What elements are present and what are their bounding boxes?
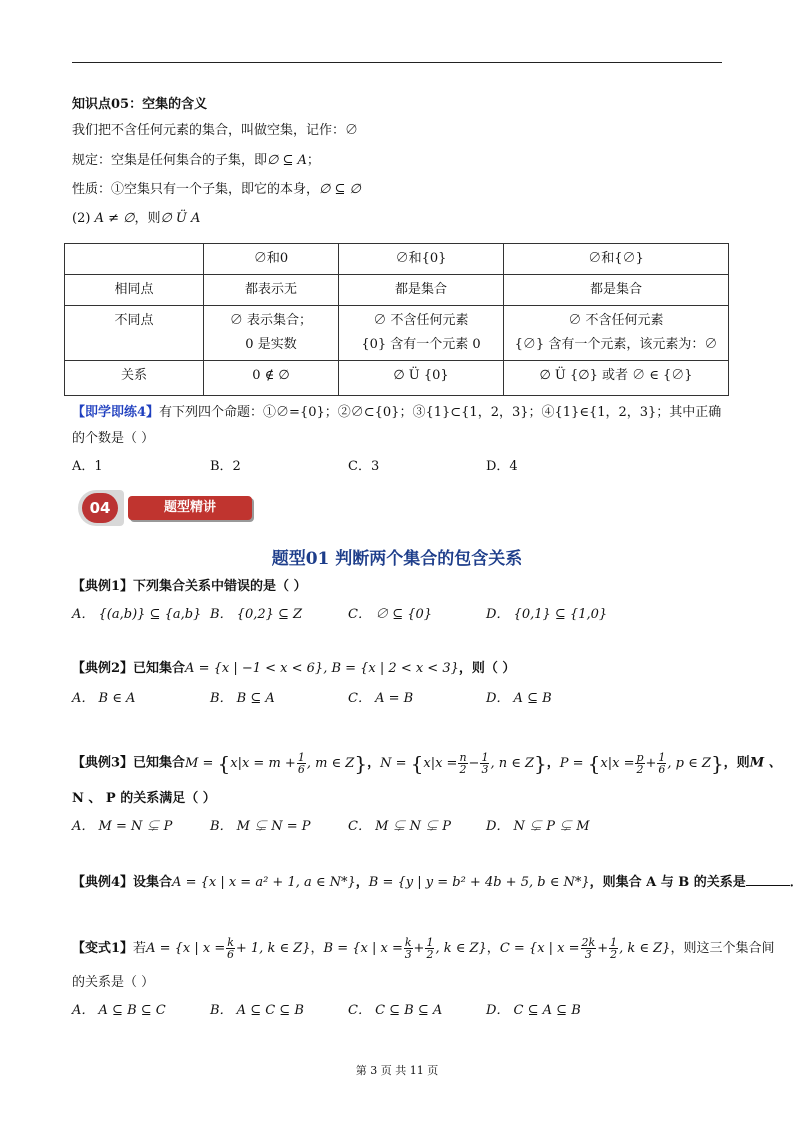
set-n-tail: , n ∈ Z [490, 755, 534, 771]
set-p-body: x|x = [600, 755, 635, 771]
table-cell [65, 244, 204, 275]
fraction [458, 752, 467, 775]
set-b-tail: , k ∈ Z} [435, 941, 487, 956]
practice4-line-2: 的个数是（ ） [72, 431, 155, 446]
example2-question [72, 660, 515, 678]
set-b: B = {x | x = $\frac{k}{3}$ + $\frac{1}{2}$ , k ∈ Z} [323, 936, 487, 961]
table-row [65, 361, 729, 396]
section-title: 题型01 判断两个集合的包含关系 [271, 549, 523, 569]
set-a [146, 936, 311, 961]
option-b[interactable]: B． B ⊆ A [210, 691, 275, 706]
kp-line-2-text: 规定：空集是任何集合的子集，即 [72, 153, 268, 168]
option-d[interactable]: D． {0,1} ⊆ {1,0} [486, 607, 608, 622]
option-a[interactable]: A． M = N ⊊ P [72, 819, 173, 834]
table-cell: ∅ Ü {0} [339, 361, 504, 396]
option-c[interactable]: C． C ⊆ B ⊆ A [348, 1003, 443, 1018]
set-p-tail: , p ∈ Z [667, 755, 711, 771]
table-cell [204, 306, 339, 361]
option-a[interactable]: A． B ∈ A [72, 691, 136, 706]
table-cell: ∅和{∅} [504, 244, 729, 275]
fraction-numerator: 1 [658, 750, 666, 764]
option-d[interactable]: D． C ⊆ A ⊆ B [486, 1003, 581, 1018]
fraction-denominator: 2 [459, 762, 467, 776]
variation1-question: 【变式1】若A = {x | x = $\frac{k}{6}$ + 1, k ∈ Z}，B = {x | x = $\frac{k}{3}$ + $\frac{1}{2}$ , k ∈ Z}，C = {x | x = $\frac{2k}{3}$ + $\frac{1}{2}$ , k ∈ Z}，则这三个集合间 [72, 936, 775, 961]
example2-label: 【典例2】已知集合 [72, 661, 186, 676]
fraction [581, 937, 597, 960]
kp-line-4-text: (2) [72, 211, 91, 226]
fraction-denominator: 3 [584, 948, 592, 961]
set-a-head: A = {x | x = [146, 941, 226, 956]
table-cell: ∅ Ü {∅} 或者 ∅ ∈ {∅} [504, 361, 729, 396]
set-m-body: x|x = m + [230, 755, 296, 771]
set-b-head: B = {x | x = [323, 941, 403, 956]
table-cell: 都表示无 [204, 275, 339, 306]
fraction-numerator: 1 [481, 750, 489, 764]
fraction [480, 752, 489, 775]
fraction [297, 752, 306, 775]
variation1-pre: 若 [133, 941, 147, 956]
set-c: C = {x | x = $\frac{2k}{3}$ + $\frac{1}{2}$ , k ∈ Z} [499, 936, 671, 961]
table-row [65, 275, 729, 306]
fraction-denominator: 2 [636, 762, 644, 776]
example4-label: 【典例4】设集合 [72, 875, 173, 890]
fraction-numerator: p [636, 750, 644, 764]
example4-question: 【典例4】设集合A = {x | x = a² + 1, a ∈ N*}，B = {y | y = b² + 4b + 5, b ∈ N*}，则集合 A 与 B 的关系是 ． [72, 875, 803, 890]
fraction [425, 937, 434, 960]
fraction-denominator: 6 [658, 762, 666, 776]
section-badge-number: 04 [82, 493, 118, 523]
option-c[interactable]: C． ∅ ⊆ {0} [348, 607, 433, 622]
kp-line-3-text: 性质：①空集只有一个子集，即它的本身， [72, 182, 320, 197]
brace-open: { [217, 751, 231, 775]
kp-line-1: 我们把不含任何元素的集合，叫做空集，记作：∅ [72, 123, 359, 138]
set-c-tail: , k ∈ Z} [619, 941, 671, 956]
set-n: N = {x|x = $\frac{n}{2}$ − $\frac{1}{3}$ , n ∈ Z} [380, 750, 547, 776]
option-b[interactable]: B． A ⊆ C ⊆ B [210, 1003, 304, 1018]
example3-question: 【典例3】已知集合M = {x|x = m + $\frac{1}{6}$ , m ∈ Z}，N = {x|x = $\frac{n}{2}$ − $\frac{1}{3}$ , n ∈ Z}，P = {x|x = $\frac{p}{2}$ + $\frac{1}{6}$ , p ∈ Z}，则M 、 [72, 750, 782, 776]
answer-blank[interactable] [746, 885, 790, 886]
knowledge-point-title: 知识点05：空集的含义 [72, 97, 208, 112]
fraction-numerator: 1 [297, 750, 305, 764]
cell-line: {0} 含有一个元素 0 [361, 337, 481, 352]
option-c[interactable]: C． M ⊊ N ⊊ P [348, 819, 452, 834]
table-cell: 关系 [65, 361, 204, 396]
brace-open: { [587, 751, 601, 775]
option-b[interactable]: B．2 [210, 459, 241, 474]
section-banner [78, 490, 254, 526]
set-b: B = {y | y = b² + 4b + 5, b ∈ N*} [368, 875, 590, 890]
example3-label: 【典例3】已知集合 [72, 755, 186, 771]
fraction-numerator: 2k [581, 936, 596, 949]
table-cell [504, 306, 729, 361]
brace-close: } [534, 751, 547, 775]
option-a[interactable]: A． {(a,b)} ⊆ {a,b} [72, 607, 202, 622]
example2-math: A = {x | −1 < x < 6}, B = {x | 2 < x < 3} [185, 661, 459, 676]
fraction-denominator: 2 [426, 948, 434, 961]
kp-line-3 [72, 181, 361, 199]
practice4-text: 有下列四个命题：①∅={0}；②∅⊂{0}；③{1}⊂{1，2，3}；④{1}∈{1，2，3}；其中正确 [159, 405, 722, 420]
set-a-tail: + 1, k ∈ Z} [235, 941, 311, 956]
fraction-numerator: k [227, 936, 234, 949]
option-c[interactable]: C．3 [348, 459, 380, 474]
table-cell: 相同点 [65, 275, 204, 306]
variation1-line-2: 的关系是（ ） [72, 975, 155, 990]
option-a[interactable]: A．1 [72, 459, 103, 474]
example3-tail: ，则 [723, 755, 750, 771]
fraction [404, 937, 413, 960]
practice4-tag: 【即学即练4】 [72, 405, 160, 420]
practice4-line-1 [72, 404, 721, 422]
fraction-numerator: k [404, 936, 412, 949]
example4-post: ，则集合 A 与 B 的关系是 [589, 875, 746, 890]
example1-options [72, 606, 722, 624]
top-rule [72, 62, 722, 63]
variation1-label: 【变式1】 [72, 941, 134, 956]
option-d[interactable]: D．4 [486, 459, 518, 474]
table-cell [339, 306, 504, 361]
brace-close: } [710, 751, 724, 775]
option-b[interactable]: B． {0,2} ⊆ Z [210, 607, 303, 622]
example3-tail-math: M 、 [749, 755, 782, 771]
section-badge [78, 490, 124, 526]
example2-post: ，则（ ） [458, 661, 516, 676]
fraction [657, 752, 666, 775]
section-tag: 题型精讲 [128, 496, 252, 520]
table-cell: ∅和{0} [339, 244, 504, 275]
fraction-denominator: 6 [297, 762, 305, 776]
brace-open: { [410, 751, 424, 775]
table-cell: 都是集合 [504, 275, 729, 306]
fraction-denominator: 3 [481, 762, 489, 776]
option-a[interactable]: A． A ⊆ B ⊆ C [72, 1003, 166, 1018]
kp-line-3-math: ∅ ⊆ ∅ [319, 182, 361, 197]
fraction-numerator: 1 [610, 936, 618, 949]
example2-options [72, 690, 722, 708]
practice4-options [72, 458, 722, 476]
fraction-denominator: 2 [610, 948, 618, 961]
set-m [185, 750, 368, 776]
set-m-tail: , m ∈ Z [306, 755, 355, 771]
brace-close: } [354, 751, 368, 775]
set-c-head: C = {x | x = [499, 941, 580, 956]
kp-line-4-math1: A ≠ ∅ [94, 211, 135, 226]
set-a: A = {x | x = a² + 1, a ∈ N*} [172, 875, 356, 890]
option-b[interactable]: B． M ⊊ N = P [210, 819, 311, 834]
set-n-body: x|x = [423, 755, 458, 771]
kp-line-2-end: ； [306, 153, 320, 168]
option-d[interactable]: D． N ⊊ P ⊊ M [486, 819, 590, 834]
cell-line: 0 是实数 [245, 337, 297, 352]
fraction-denominator: 6 [227, 948, 235, 961]
kp-line-4-mid: ，则 [134, 211, 161, 226]
fraction-denominator: 3 [404, 948, 412, 961]
example4-end: ． [789, 875, 803, 890]
cell-line: ∅ 不含任何元素 [568, 313, 664, 328]
table-row [65, 306, 729, 361]
fraction [609, 937, 618, 960]
example3-line-2: N 、 P 的关系满足（ ） [72, 791, 216, 806]
option-c[interactable]: C． A = B [348, 691, 414, 706]
set-p: P = {x|x = $\frac{p}{2}$ + $\frac{1}{6}$ , p ∈ Z} [559, 750, 724, 776]
kp-line-4-math2: ∅ Ü A [160, 211, 201, 226]
page-footer: 第 3 页 共 11 页 [355, 1064, 439, 1077]
cell-line: ∅ 不含任何元素 [373, 313, 469, 328]
table-cell: 不同点 [65, 306, 204, 361]
set-m-name: M = [185, 755, 218, 771]
table-header-row [65, 244, 729, 275]
fraction-numerator: n [459, 750, 467, 764]
kp-line-2 [72, 152, 320, 170]
cell-line: {∅} 含有一个元素，该元素为：∅ [514, 337, 718, 352]
fraction [635, 752, 644, 775]
fraction [226, 937, 235, 960]
example3-options [72, 818, 722, 836]
table-cell: 都是集合 [339, 275, 504, 306]
option-d[interactable]: D． A ⊆ B [486, 691, 552, 706]
fraction-numerator: 1 [426, 936, 434, 949]
kp-line-2-math: ∅ ⊆ A [267, 153, 307, 168]
cell-line: ∅ 表示集合； [229, 313, 313, 328]
set-n-name: N = [380, 755, 411, 771]
comparison-table [64, 243, 729, 396]
kp-line-4 [72, 210, 200, 228]
table-cell: ∅和0 [204, 244, 339, 275]
variation1-options [72, 1002, 722, 1020]
example1-question: 【典例1】下列集合关系中错误的是（ ） [72, 579, 307, 594]
variation1-post: ，则这三个集合间 [670, 941, 775, 956]
table-cell: 0 ∉ ∅ [204, 361, 339, 396]
set-p-name: P = [559, 755, 588, 771]
